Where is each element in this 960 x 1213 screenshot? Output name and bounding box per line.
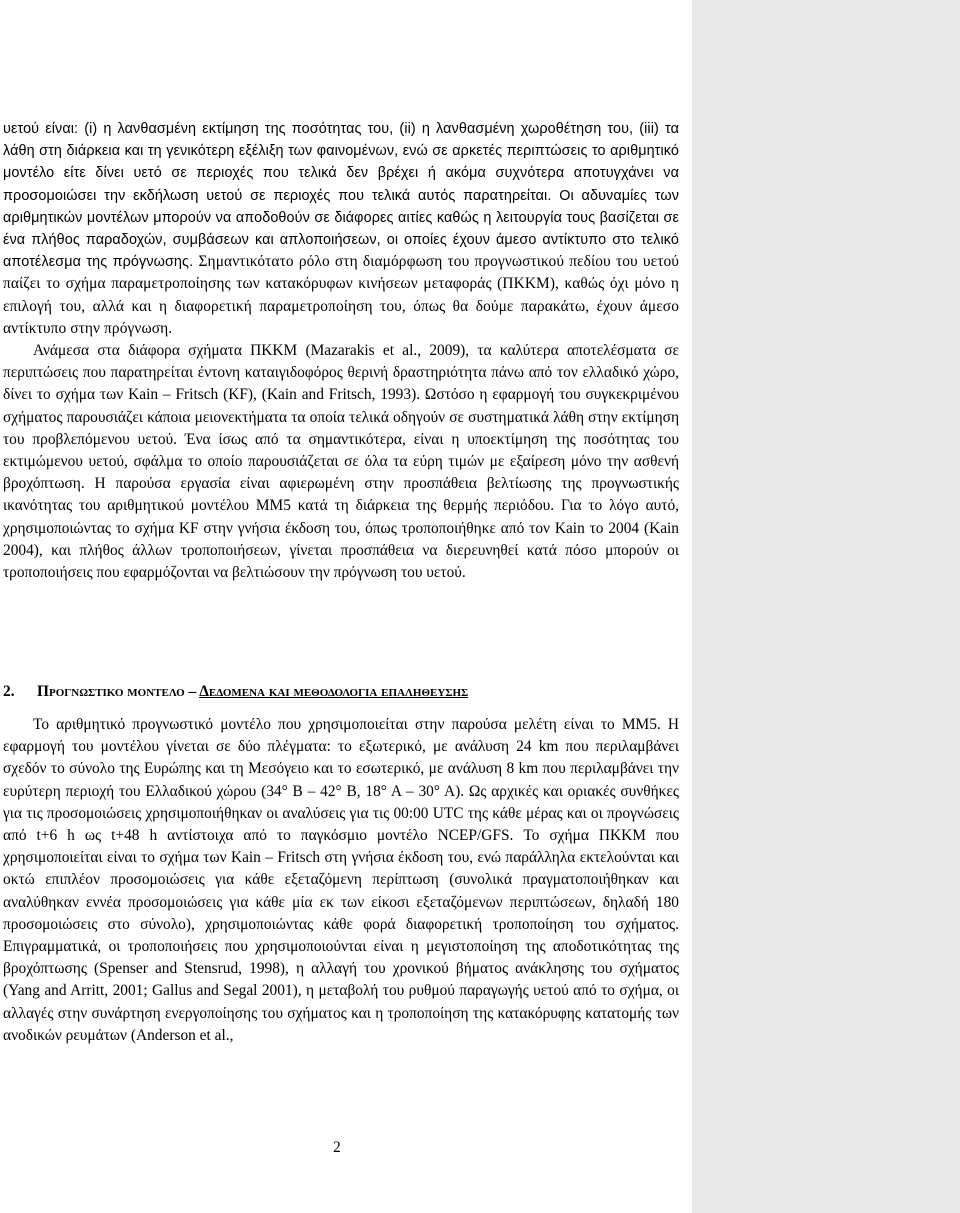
- paragraph-kf-scheme: Ανάμεσα στα διάφορα σχήματα ΠΚΚΜ (Mazarakis et al., 2009), τα καλύτερα αποτελέσματα σε περιπτώσεις που παρατηρείται έντονη καταιγιδοφόρος θερινή δραστηριότητα πάνω από τον ελλαδικό χώρο, δίνει το σχήμα των Kain – Fritsch (KF), (Kain and Fritsch, 1993). Ωστόσο η εφαρμογή του συγκεκριμένου σχήματος παρουσιάζει κάποια μειονεκτήματα τα οποία τελικά οδηγούν σε συστηματικά λάθη στην εκτίμηση του προβλεπόμενου υετού. Ένα ίσως από τα σημαντικότερα, είναι η υποεκτίμηση της ποσότητας του εκτιμώμενου υετού, σφάλμα το οποίο παρουσιάζεται σε όλα τα εύρη τιμών με εξαίρεση μόνο την ασθενή βροχόπτωση. Η παρούσα εργασία είναι αφιερωμένη στην προσπάθεια βελτίωσης της προγνωστικής ικανότητας του αριθμητικού μοντέλου MM5 κατά τη διάρκεια της θερμής περιόδου. Για το λόγο αυτό, χρησιμοποιώντας το σχήμα KF στην γνήσια έκδοση του, όπως τροποποιήθηκε από τον Kain το 2004 (Kain 2004), και πλήθος άλλων τροποποιήσεων, γίνεται προσπάθεια να διερευνηθεί κατά πόσο μπορούν οι τροποποιήσεις που εφαρμόζονται να βελτιώσουν την πρόγνωση του υετού.: [3, 342, 679, 582]
- section-number: 2.: [3, 683, 15, 700]
- section-heading: [3, 681, 679, 703]
- paragraph-model-description: Το αριθμητικό προγνωστικό μοντέλο που χρησιμοποιείται στην παρούσα μελέτη είναι το MM5. Η εφαρμογή του μοντέλου γίνεται σε δύο πλέγματα: το εξωτερικό, με ανάλυση 24 km που περιλαμβάνει σχεδόν το σύνολο της Ευρώπης και τη Μεσόγειο και το εσωτερικό, με ανάλυση 8 km που περιλαμβάνει την ευρύτερη περιοχή του Ελλαδικού χώρου (34° Β – 42° Β, 18° Α – 30° Α). Ως αρχικές και οριακές συνθήκες για τις προσομοιώσεις χρησιμοποιήθηκαν οι αναλύσεις για τις 00:00 UTC της κάθε μέρας και οι προγνώσεις από t+6 h ως t+48 h αντίστοιχα από το παγκόσμιο μοντέλο NCEP/GFS. Το σχήμα ΠΚΚΜ που χρησιμοποιείται είναι το σχήμα των Kain – Fritsch στη γνήσια έκδοση του, ενώ παράλληλα εκτελούνται και οκτώ επιπλέον προσομοιώσεις για κάθε εξεταζόμενη περίπτωση (συνολικά πραγματοποιήθηκαν και αναλύθηκαν εννέα προσομοιώσεις για κάθε μία εκ των είκοσι εξεταζόμενων περιπτώσεων, δηλαδή 180 προσομοιώσεις στο σύνολο), χρησιμοποιώντας κάθε φορά διαφορετική τροποποίηση του σχήματος. Επιγραμματικά, οι τροποποιήσεις που χρησιμοποιούνται είναι η μεγιστοποίηση της αποδοτικότητας της βροχόπτωσης (Spenser and Stensrud, 1998), η αλλαγή του χρονικού βήματος ανάκλησης του σχήματος (Yang and Arritt, 2001; Gallus and Segal 2001), η μεταβολή του ρυθμού παραγωγής υετού από το σχήμα, οι αλλαγές στην συνάρτηση ενεργοποίησης του σχήματος και η τροποποίηση της κατακόρυφης κατατομής των ανοδικών ρευμάτων (Anderson et al.,: [3, 716, 679, 1044]
- section-title: [37, 683, 468, 700]
- section-title-underlined: Δεδομενα και μεθοδολογια επαληθευσης: [199, 683, 469, 700]
- paragraph-intro: [3, 118, 679, 340]
- paragraph-intro-part2: Σημαντικότατο ρόλο στη διαμόρφωση του προγνωστικού πεδίου του υετού παίζει το σχήμα παραμετροποίησης των κατακόρυφων κινήσεων μεταφοράς (ΠΚΚΜ), καθώς όχι μόνο η επιλογή του, αλλά και η διαφορετική παραμετροποίηση του, όπως θα δούμε παρακάτω, έχουν άμεσο αντίκτυπο στην πρόγνωση.: [3, 253, 679, 337]
- page-number: 2: [333, 1139, 341, 1156]
- section-title-part1: Προγνωστικο μοντελο –: [37, 683, 200, 700]
- intro-text-block: [3, 118, 679, 584]
- paragraph-intro-part1: υετού είναι: (i) η λανθασμένη εκτίμηση της ποσότητας του, (ii) η λανθασμένη χωροθέτηση του, (iii) τα λάθη στη διάρκεια και τη γενικότερη εξέλιξη των φαινομένων, ενώ σε αρκετές περιπτώσεις το αριθμητικό μοντέλο είτε δίνει υετό σε περιοχές που τελικά δεν βρέχει ή ακόμα συχνότερα αποτυγχάνει να προσομοιώσει την εκδήλωση υετού σε περιοχές που τελικά αυτός παρατηρείται. Οι αδυναμίες των αριθμητικών μοντέλων μπορούν να αποδοθούν σε διάφορες αιτίες καθώς η λειτουργία τους βασίζεται σε ένα πλήθος παραδοχών, συμβάσεων και απλοποιήσεων, οι οποίες έχουν άμεσο αντίκτυπο στο τελικό αποτέλεσμα της πρόγνωσης.: [3, 121, 679, 271]
- section-body: [3, 714, 679, 1047]
- comment-margin-panel: [692, 0, 960, 1213]
